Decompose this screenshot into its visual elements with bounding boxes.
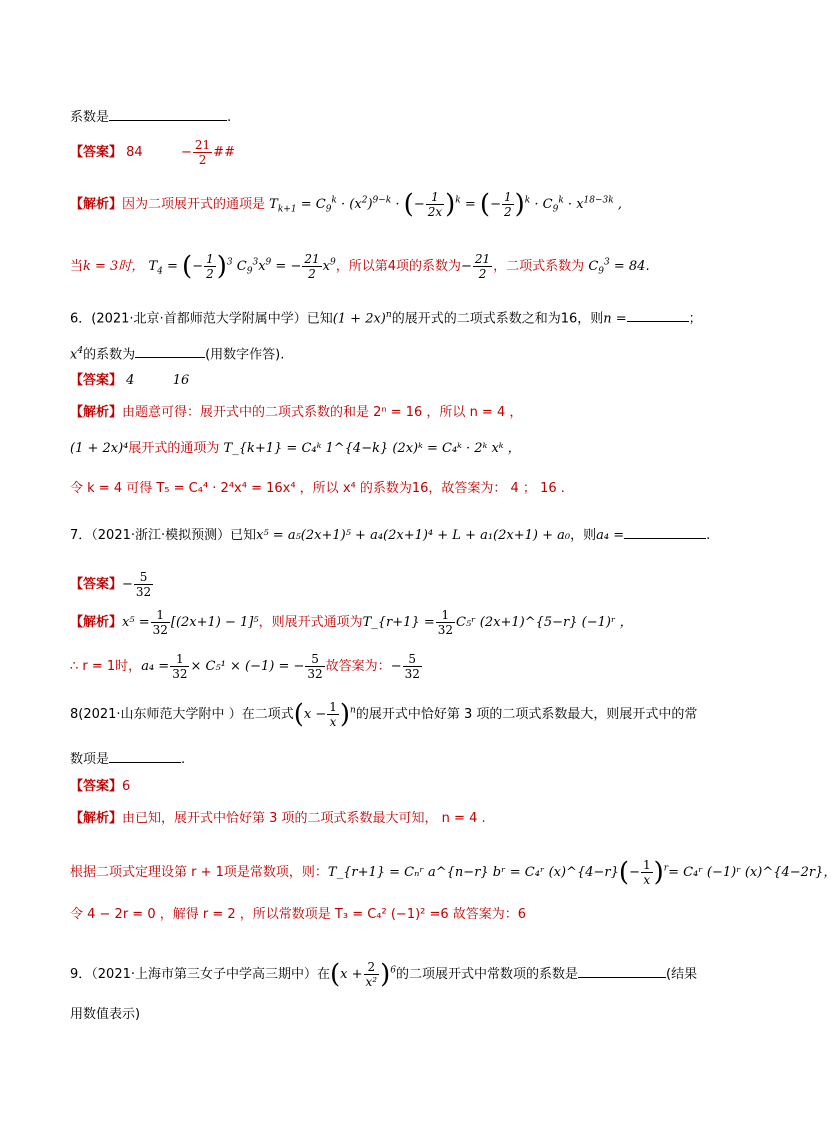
q6-answer-value-2: 16: [172, 373, 190, 388]
answer-tag: 【答案】: [70, 145, 123, 160]
q8-answer-line: [70, 778, 130, 796]
q7-analysis-line-1: 【解析】x⁵ = $\frac{1}{32}$ [(2x+1) − 1]⁵，则展开式通项为T_{r+1} = $\frac{1}{32}$ C₅ʳ (2x+1)^{5−r} (−1)ʳ ，: [70, 608, 633, 637]
q7-stem-text: 7．（2021·浙江·模拟预测）已知: [70, 528, 257, 543]
q9-stem-text: 9．（2021·上海市第三女子中学高三期中）在: [70, 967, 330, 982]
analysis-tag: 【解析】: [70, 405, 123, 420]
q9-answer-blank[interactable]: [578, 963, 666, 978]
q5-stem-line: 系数是 .: [70, 106, 231, 127]
q5-answer-line: 【答案】 84 − $\frac{21}{2}$ ##: [70, 138, 235, 167]
q6-analysis-line-2: (1 + 2x)⁴展开式的通项为 T_{k+1} = C₄ᵏ 1^{4−k} (2x)ᵏ = C₄ᵏ · 2ᵏ xᵏ ，: [70, 441, 521, 456]
answer-tag: 【答案】: [70, 779, 123, 794]
answer-tag: 【答案】: [70, 577, 123, 592]
q5-answer-value-1: 84: [126, 145, 143, 160]
q9-stem-line-1: 9．（2021·上海市第三女子中学高三期中）在(x + $\frac{2}{\text{x²}}$ )$^6$的二项展开式中常数项的系数是 (结果: [70, 959, 698, 990]
q6-stem-line-1: 6．(2021·北京·首都师范大学附属中学）已知$(1 + 2x)^n$的展开式的二项式系数之和为16，则n = ；: [70, 306, 702, 328]
q7-answer-blank[interactable]: [624, 524, 706, 539]
q7-stem-line: 7．（2021·浙江·模拟预测）已知x⁵ = a₅(2x+1)⁵ + a₄(2x+1)⁴ + L + a₁(2x+1) + a₀，则a₄ = .: [70, 524, 710, 545]
q6-answer-blank-1[interactable]: [627, 307, 689, 322]
q8-analysis-line-1: 【解析】由已知，展开式中恰好第 3 项的二项式系数最大可知， n = 4 .: [70, 811, 486, 826]
q8-answer-value: 6: [122, 779, 131, 794]
answer-tag: 【答案】: [70, 373, 123, 388]
q9-stem-line-2: 用数值表示): [70, 1007, 141, 1022]
q8-analysis-line-2: 根据二项式定理设第 r + 1项是常数项，则：T_{r+1} = Cₙʳ a^{n−r} bʳ = C₄ʳ (x)^{4−r}(− $\frac{1}{x}$ )$^r$= C₄ʳ (−1)ʳ (x)^{4−2r}，: [70, 857, 836, 888]
q6-answer-line: [70, 372, 189, 390]
q7-answer-fraction: $\frac{5}{32}$: [135, 570, 152, 599]
q6-answer-blank-2[interactable]: [135, 343, 205, 358]
analysis-tag: 【解析】: [70, 615, 123, 630]
q5-answer-fraction: $\frac{21}{2}$: [194, 138, 211, 167]
q8-answer-blank[interactable]: [109, 748, 181, 763]
analysis-tag: 【解析】: [70, 811, 123, 826]
q8-stem-line-2: 数项是 .: [70, 748, 185, 769]
q8-analysis-line-3: 令 4 − 2r = 0 ，解得 r = 2 ，所以常数项是 T₃ = C₄² (−1)² =6 故答案为：6: [70, 907, 527, 922]
q5-answer-blank[interactable]: [109, 106, 227, 121]
q6-answer-value-1: 4: [126, 373, 135, 388]
q7-analysis-line-2: ∴ r = 1时，a₄ = $\frac{1}{32}$ × C₅¹ × (−1) = − $\frac{5}{32}$ 故答案为：− $\frac{5}{32}$: [70, 652, 420, 681]
q6-analysis-line-1: 【解析】由题意可得：展开式中的二项式系数的和是 2ⁿ = 16 ，所以 n = 4 ，: [70, 405, 523, 420]
q5-analysis-line-2: 当k = 3时， $T_4$ = (− $\frac{1}{2}$ )$^3$ $C_9^3x^9$ = − $\frac{21}{2}$ $x^9$，所以第4项的系数为− $\frac{21}{2}$ ，二项式系数为 $C_9^3 = 84$.: [70, 251, 650, 282]
q5-analysis-line-1: 【解析】因为二项展开式的通项是 $T_{k+1} = C_9^k \cdot (x^2)^{9-k}$ · (− $\frac{1}{2x}$ )$^k$ = (− $\frac{1}{2}$ )$^k \cdot C_9^k \cdot x^{18-3k}$ ,: [70, 189, 622, 220]
q8-stem-text: 8(2021·山东师范大学附中 ）在二项式: [70, 707, 294, 722]
q6-stem-line-2: $x^4$的系数为 (用数字作答).: [70, 342, 284, 364]
q5-stem-text: 系数是: [70, 110, 110, 125]
q7-answer-line: 【答案】− $\frac{5}{32}$: [70, 570, 152, 599]
q6-stem-text: 6．(2021·北京·首都师范大学附属中学）已知: [70, 311, 333, 327]
q8-stem-line-1: 8(2021·山东师范大学附中 ）在二项式(x − $\frac{1}{x}$ )$^n$的展开式中恰好第 3 项的二项式系数最大，则展开式中的常: [70, 699, 698, 730]
q5-term-4-formula: $T_4$ = (− $\frac{1}{2}$ )$^3$ $C_9^3x^9$ = − $\frac{21}{2}$ $x^9$: [148, 251, 336, 282]
analysis-tag: 【解析】: [70, 197, 123, 212]
q5-general-term-formula: $T_{k+1} = C_9^k \cdot (x^2)^{9-k}$ · (− $\frac{1}{2x}$ )$^k$ = (− $\frac{1}{2}$ )$^k \cdot C_9^k \cdot x^{18-3k}$ ,: [269, 189, 622, 220]
q6-analysis-line-3: 令 k = 4 可得 T₅ = C₄⁴ · 2⁴x⁴ = 16x⁴ ，所以 x⁴ 的系数为16，故答案为： 4 ； 16 .: [70, 481, 565, 496]
